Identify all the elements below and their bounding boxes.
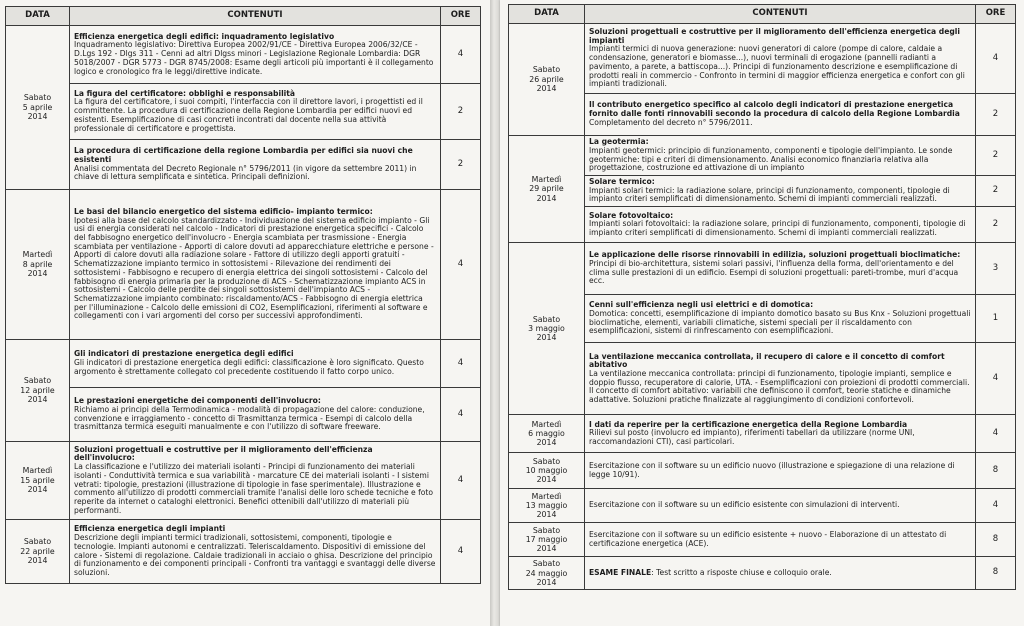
date-line: 2014 xyxy=(27,112,48,122)
lesson-date xyxy=(509,523,585,557)
lesson-title: I dati da reperire per la certificazione energetica della Regione Lombardia xyxy=(589,419,908,429)
date-line: Sabato xyxy=(532,456,561,466)
schedule-table-right xyxy=(508,4,1016,590)
header-hours: ORE xyxy=(441,7,481,26)
schedule-row xyxy=(509,207,1016,243)
lesson-content xyxy=(585,176,976,207)
lesson-date xyxy=(509,489,585,523)
lesson-description: Impianti termici di nuova generazione: nuovi generatori di calore (pompe di calore, caldaie a condensazione, generatori e biomasse...), nuovi terminali di erogazione (pannelli radianti a pavimento, a parete, a battiscopa...). Principi di funzionamento descrizione e esemplificazione di prodotti reali in commercio - Confronto in termini di maggior efficienza energetica e confort con gli impianti tradizionali. xyxy=(589,44,965,89)
lesson-content xyxy=(70,140,441,190)
lesson-hours: 4 xyxy=(976,415,1016,453)
lesson-title: La figura del certificatore: obblighi e responsabilità xyxy=(74,88,296,98)
lesson-content xyxy=(70,388,441,442)
schedule-row xyxy=(509,176,1016,207)
header-date: DATA xyxy=(6,7,70,26)
lesson-title: Soluzioni progettuali e costruttive per il miglioramento dell'efficienza dell'involucro: xyxy=(74,444,373,463)
lesson-date xyxy=(509,415,585,453)
date-line: Sabato xyxy=(532,525,561,535)
lesson-description: Rilievi sul posto (involucro ed impianto), riferimenti tabellari da utilizzare (norme UNI, raccomandazioni CTI), casi particolari. xyxy=(589,428,915,447)
header-hours: ORE xyxy=(976,5,1016,24)
schedule-row xyxy=(509,557,1016,590)
lesson-title: Le basi del bilancio energetico del sistema edificio- impianto termico: xyxy=(74,206,373,216)
date-line: 24 maggio xyxy=(525,568,568,578)
lesson-description: La classificazione e l'utilizzo dei materiali isolanti - Principi di funzionamento dei materiali isolanti - Conduttività termica e sua variabilità - marcature CE dei materiali isolanti - I sistemi vetrati: tipologie, prestazioni (illustrazione di tipologie in fase sperimentale). Illustrazione e commento all'utilizzo di prodotti commerciali tramite l'analisi delle loro schede tecniche e foto reperite da internet o cataloghi elettronici. Benefici ottenibili dall'utilizzo di materiali più performanti. xyxy=(74,462,434,515)
lesson-description: Impianti geotermici: principio di funzionamento, componenti e tipologie dell'impianto. Le sonde geotermiche: tipi e criteri di dimensionamento. Analisi economico finanziaria relativa alla progettazione, costruzione ed attivazione di un impianto xyxy=(589,145,953,173)
date-line: 2014 xyxy=(536,438,557,448)
date-line: Martedì xyxy=(22,466,53,476)
schedule-row xyxy=(6,520,481,584)
lesson-hours: 4 xyxy=(441,26,481,84)
lesson-hours: 3 xyxy=(976,243,1016,295)
lesson-content xyxy=(585,557,976,590)
table-header-row xyxy=(6,7,481,26)
schedule-row xyxy=(6,84,481,140)
date-line: Martedì xyxy=(22,250,53,260)
lesson-description: Impianti solari termici: la radiazione solare, principi di funzionamento, componenti, tipologie di impianto criteri semplificati di dimensionamento. Schemi di impianti commerciali realizzati. xyxy=(589,185,950,204)
page-gutter xyxy=(490,0,500,626)
date-line: Sabato xyxy=(23,537,52,547)
lesson-hours: 4 xyxy=(976,489,1016,523)
date-line: 2014 xyxy=(27,395,48,405)
lesson-hours: 2 xyxy=(976,136,1016,176)
lesson-content xyxy=(585,24,976,94)
lesson-date xyxy=(6,26,70,190)
date-line: 22 aprile xyxy=(20,546,55,556)
lesson-date xyxy=(509,453,585,489)
lesson-content xyxy=(585,207,976,243)
date-line: 17 maggio xyxy=(525,534,568,544)
date-line: Sabato xyxy=(23,93,52,103)
date-line: 8 aprile xyxy=(22,259,53,269)
lesson-hours: 8 xyxy=(976,523,1016,557)
schedule-row xyxy=(509,243,1016,295)
lesson-content xyxy=(585,343,976,415)
date-line: Martedì xyxy=(531,419,562,429)
schedule-row xyxy=(509,136,1016,176)
lesson-title: La geotermia: xyxy=(589,137,649,147)
lesson-description: Impianti solari fotovoltaici: la radiazione solare, principi di funzionamento, componenti, tipologie di impianto criteri semplificati di dimensionamento. Schemi di impianti commerciali realizzati. xyxy=(589,219,966,238)
lesson-date xyxy=(509,243,585,415)
lesson-content xyxy=(70,26,441,84)
lesson-description: La ventilazione meccanica controllata: principi di funzionamento, tipologie impianti, semplice e doppio flusso, recuperatore di calorie, UTA. - Esemplificazioni con proiezioni di prodotti commerciali. Il concetto di comfort abitativo: variabili che definiscono il comfort, teorie statiche e dinamiche adattative. Soluzioni pratiche finalizzate al raggiungimento di condizioni confortevoli. xyxy=(589,368,970,405)
lesson-description: Descrizione degli impianti termici tradizionali, sottosistemi, componenti, tipologie e tecnologie. Impianti autonomi e centralizzati. Teleriscaldamento. Dispositivi di emissione del calore - Sistemi di regolazione. Caldaie tradizionali in acciaio o ghisa. Descrizione del principio di funzionamento e dei componenti principali - Confronti tra vantaggi e svantaggi delle diverse soluzioni. xyxy=(74,533,436,577)
lesson-content xyxy=(585,136,976,176)
schedule-body-left xyxy=(6,26,481,584)
lesson-content xyxy=(70,520,441,584)
schedule-row xyxy=(6,26,481,84)
lesson-hours: 4 xyxy=(976,24,1016,94)
lesson-date xyxy=(509,24,585,136)
lesson-description: Principi di bio-architettura, sistemi solari passivi, l'influenza della forma, dell'orientamento e del clima sulle prestazioni di un edificio. Esempi di soluzioni progettuali: pareti-trombe, muri d'acqua ecc. xyxy=(589,258,959,286)
date-line: 3 maggio xyxy=(528,323,565,333)
lesson-hours: 8 xyxy=(976,557,1016,590)
schedule-row xyxy=(509,94,1016,136)
lesson-hours: 2 xyxy=(976,94,1016,136)
lesson-title: Soluzioni progettuali e costruttive per il miglioramento dell'efficienza energetica degli impianti xyxy=(589,26,961,45)
lesson-hours: 4 xyxy=(441,520,481,584)
lesson-title: Efficienza energetica degli edifici: inquadramento legislativo xyxy=(74,31,335,41)
lesson-title: Solare fotovoltaico: xyxy=(589,210,674,220)
date-line: 2014 xyxy=(27,556,48,566)
lesson-description: Ipotesi alla base del calcolo standardizzato - Individuazione del sistema edificio impianto - Gli usi di energia considerati nel calcolo - Indicatori di prestazione energetica specifici - Calcolo del fabbisogno energetico dell'involucro - Energia scambiata per trasmissione - Energia scambiata per ventilazione - Apporti di calore dovuti ad apparecchiature elettriche e persone - Apporti di calore dovuti alla radiazione solare - Fattore di utilizzo degli apporti gratuiti - Schematizzazione impianto termico in sottosistemi - Rilevazione dei rendimenti dei sottosistemi - Fabbisogno e recupero di energia elettrica dei singoli sottosistemi - Calcolo del fabbisogno di energia primaria per la produzione di ACS - Schematizzazione impianto ACS in sottosistemi - Calcolo delle perdite dei singoli sottosistemi dell'impianto ACS - Schematizzazione impianto combinato: riscaldamento/ACS - Fabbisogno di energia elettrica per l'illuminazione - Calcolo delle emissioni di CO2, Esemplificazioni, riferimenti al software e collegamenti con i vari argomenti del corso per successivi approfondimenti. xyxy=(74,215,434,321)
lesson-hours: 4 xyxy=(441,190,481,340)
schedule-row xyxy=(6,442,481,520)
lesson-description: Esercitazione con il software su un edificio nuovo (illustrazione e spiegazione di una relazione di legge 10/91). xyxy=(589,460,955,479)
lesson-hours: 2 xyxy=(976,207,1016,243)
date-line: Sabato xyxy=(532,314,561,324)
lesson-content xyxy=(70,340,441,388)
schedule-table-left xyxy=(5,6,481,584)
lesson-date xyxy=(6,340,70,442)
date-line: 13 maggio xyxy=(525,500,568,510)
left-page xyxy=(0,0,490,626)
lesson-description: Gli indicatori di prestazione energetica degli edifici: classificazione è loro significato. Questo argomento è strettamente collegato col precedente costituendo il fatto corpo unico. xyxy=(74,358,424,376)
date-line: Sabato xyxy=(23,376,52,386)
right-page xyxy=(500,0,1024,626)
lesson-description: Esercitazione con il software su un edificio esistente con simulazioni di interventi. xyxy=(589,500,900,510)
lesson-title: La procedura di certificazione della regione Lombardia per edifici sia nuovi che esistenti xyxy=(74,146,413,164)
lesson-date xyxy=(6,520,70,584)
lesson-title: ESAME FINALE xyxy=(589,567,652,577)
schedule-row xyxy=(509,523,1016,557)
date-line: 2014 xyxy=(536,333,557,343)
lesson-title: Cenni sull'efficienza negli usi elettrici e di domotica: xyxy=(589,300,814,310)
date-line: 2014 xyxy=(536,84,557,94)
lesson-content xyxy=(70,442,441,520)
lesson-date xyxy=(509,557,585,590)
lesson-hours: 2 xyxy=(976,176,1016,207)
lesson-description: Analisi commentata del Decreto Regionale n° 5796/2011 (in vigore da settembre 2011) in chiave di lettura semplificata e sintetica. Principali definizioni. xyxy=(74,163,417,182)
date-line: 2014 xyxy=(27,485,48,495)
lesson-date xyxy=(509,136,585,243)
schedule-row xyxy=(6,388,481,442)
lesson-hours: 8 xyxy=(976,453,1016,489)
schedule-row xyxy=(509,453,1016,489)
schedule-row xyxy=(6,340,481,388)
date-line: 2014 xyxy=(536,193,557,203)
lesson-content xyxy=(585,415,976,453)
schedule-row xyxy=(6,140,481,190)
lesson-content xyxy=(70,190,441,340)
lesson-content xyxy=(585,295,976,343)
lesson-title: Gli indicatori di prestazione energetica degli edifici xyxy=(74,349,294,359)
schedule-row xyxy=(509,24,1016,94)
lesson-hours: 4 xyxy=(976,343,1016,415)
date-line: Sabato xyxy=(532,65,561,75)
lesson-description: Esercitazione con il software su un edificio esistente + nuovo - Elaborazione di un attestato di certificazione energetica (ACE). xyxy=(589,529,947,548)
lesson-content xyxy=(585,523,976,557)
schedule-row xyxy=(509,489,1016,523)
date-line: 10 maggio xyxy=(525,465,568,475)
date-line: 2014 xyxy=(536,544,557,554)
lesson-title: La ventilazione meccanica controllata, il recupero di calore e il concetto di comfort abitativo xyxy=(589,351,945,370)
header-content: CONTENUTI xyxy=(585,5,976,24)
lesson-title: Il contributo energetico specifico al calcolo degli indicatori di prestazione energetica fornito dalle fonti rinnovabili secondo la procedura di calcolo della Regione Lombardia xyxy=(589,100,960,119)
date-line: 29 aprile xyxy=(529,184,564,194)
lesson-description: La figura del certificatore, i suoi compiti, l'interfaccia con il direttore lavori, i progettisti ed il committente. La procedura di certificazione della Regione Lombardia per edifici nuovi ed esistenti. Esemplificazione di casi concreti incontrati dal docente nella sua attività professionale di certificatore e progettista. xyxy=(74,97,423,133)
lesson-content xyxy=(585,489,976,523)
date-line: 5 aprile xyxy=(22,102,53,112)
lesson-hours: 4 xyxy=(441,388,481,442)
lesson-description: : Test scritto a risposte chiuse e colloquio orale. xyxy=(651,567,832,577)
lesson-content xyxy=(585,453,976,489)
lesson-description: Domotica: concetti, esemplificazione di impianto domotico basato su Bus Knx - Soluzioni progettuali bioclimatiche, elementi, variabili climatiche, sistemi speciali per il riscaldamento con esemplificazioni, sistemi di rinfrescamento con esemplificazioni. xyxy=(589,308,971,336)
lesson-content xyxy=(70,84,441,140)
date-line: 2014 xyxy=(536,577,557,587)
lesson-hours: 2 xyxy=(441,84,481,140)
lesson-hours: 4 xyxy=(441,442,481,520)
date-line: 6 maggio xyxy=(528,428,565,438)
lesson-content xyxy=(585,243,976,295)
schedule-body-right xyxy=(509,24,1016,590)
date-line: 2014 xyxy=(27,269,48,279)
lesson-title: Le applicazione delle risorse rinnovabili in edilizia, soluzioni progettuali bioclimatiche: xyxy=(589,250,961,260)
date-line: Martedì xyxy=(531,491,562,501)
schedule-row xyxy=(509,415,1016,453)
date-line: 2014 xyxy=(536,510,557,520)
date-line: 26 aprile xyxy=(529,74,564,84)
schedule-row xyxy=(6,190,481,340)
lesson-title: Le prestazioni energetiche dei componenti dell'involucro: xyxy=(74,396,321,406)
date-line: 12 aprile xyxy=(20,385,55,395)
header-date: DATA xyxy=(509,5,585,24)
date-line: Sabato xyxy=(532,559,561,569)
lesson-title: Efficienza energetica degli impianti xyxy=(74,524,226,534)
header-content: CONTENUTI xyxy=(70,7,441,26)
lesson-hours: 2 xyxy=(441,140,481,190)
schedule-row xyxy=(509,343,1016,415)
schedule-row xyxy=(509,295,1016,343)
date-line: 15 aprile xyxy=(20,475,55,485)
lesson-content xyxy=(585,94,976,136)
lesson-date xyxy=(6,190,70,340)
lesson-description: Richiamo ai principi della Termodinamica - modalità di propagazione del calore: conduzione, convenzione e irraggiamento - concetto di Trasmittanza termica - Esempi di calcolo della trasmittanza termica eseguiti manualmente e con l'utilizzo di software freeware. xyxy=(74,404,425,432)
lesson-title: Solare termico: xyxy=(589,177,655,186)
date-line: 2014 xyxy=(536,475,557,485)
lesson-description: Completamento del decreto n° 5796/2011. xyxy=(589,117,753,127)
date-line: Martedì xyxy=(531,175,562,185)
table-header-row xyxy=(509,5,1016,24)
lesson-hours: 4 xyxy=(441,340,481,388)
lesson-date xyxy=(6,442,70,520)
lesson-hours: 1 xyxy=(976,295,1016,343)
lesson-description: Inquadramento legislativo: Direttiva Europea 2002/91/CE - Direttiva Europea 2006/32/CE - D.Lgs 192 - Dlgs 311 - Cenni ad altri Dlgss minori - Legislazione Regionale Lombardia: DGR 5018/2007 - DGR 5773 - DGR 8745/2008: Esame degli articoli più importanti è il collegamento logico e cronologico fra le leggi/direttive indicate. xyxy=(74,40,434,76)
